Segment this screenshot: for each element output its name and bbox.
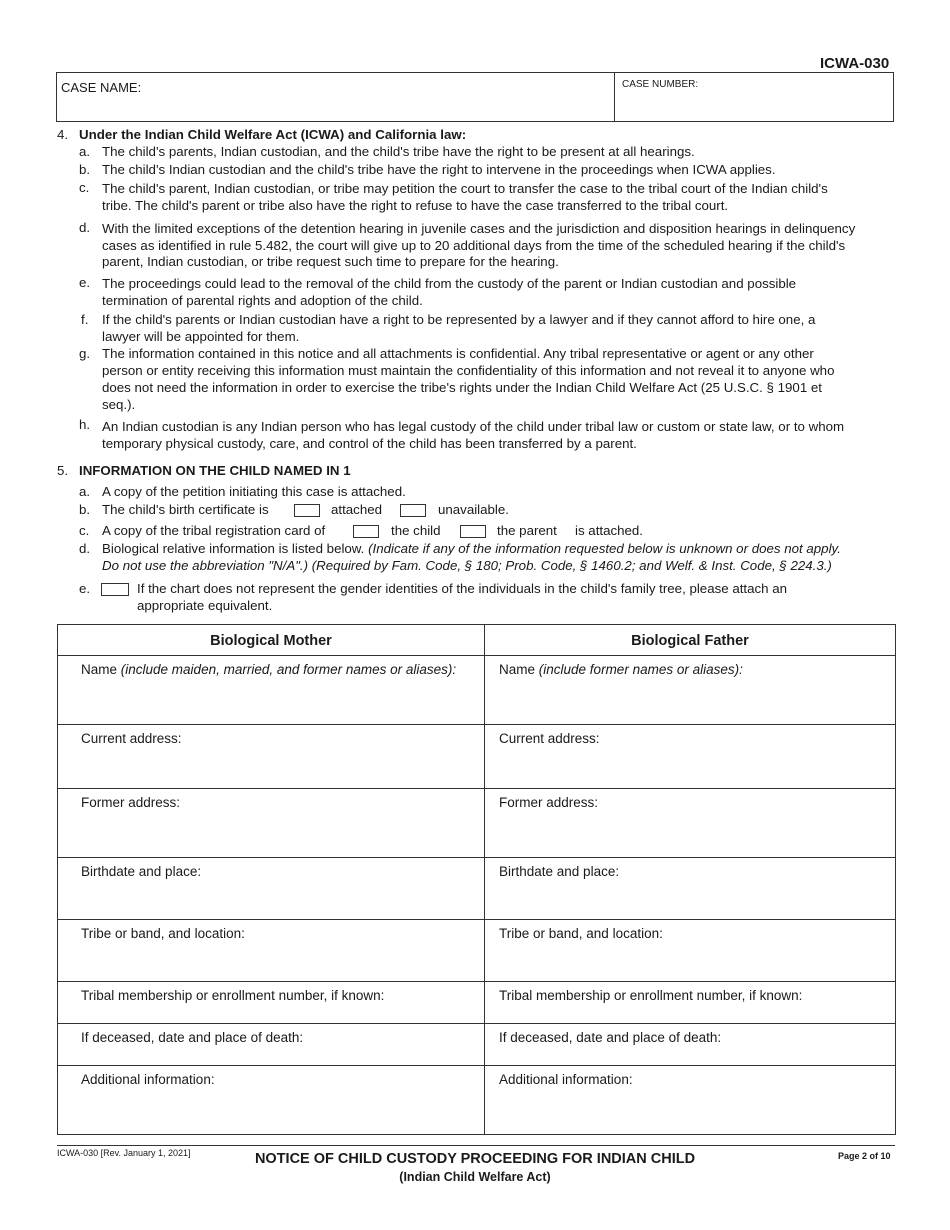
section-5-number: 5. — [57, 463, 69, 478]
table-row — [58, 982, 896, 1024]
table-row — [58, 789, 896, 858]
mother-deceased-field[interactable]: If deceased, date and place of death: — [58, 1024, 485, 1066]
item-5e-text-2: appropriate equivalent. — [137, 598, 273, 613]
father-additional-info-field[interactable]: Additional information: — [485, 1066, 896, 1135]
item-5a-text: A copy of the petition initiating this case is attached. — [102, 484, 406, 499]
item-4e-text-1: The proceedings could lead to the removal of the child from the custody of the parent or Indian custodian and possible — [102, 276, 797, 291]
tribal-card-child-label: the child — [391, 523, 441, 538]
item-5d-text — [102, 541, 841, 558]
tribal-card-parent-checkbox[interactable] — [460, 525, 486, 538]
father-deceased-field[interactable]: If deceased, date and place of death: — [485, 1024, 896, 1066]
table-row — [58, 1066, 896, 1135]
item-5b-text: The child's birth certificate is — [102, 502, 269, 517]
item-4g-text-3: does not need the information in order to exercise the tribe's rights under the Indian Child Welfare Act (25 U.S.C. § 1901 et — [102, 380, 822, 395]
item-5e-text-1: If the chart does not represent the gender identities of the individuals in the child's family tree, please attach an — [137, 581, 788, 596]
case-name-field[interactable]: CASE NAME: — [61, 80, 142, 95]
mother-additional-info-field[interactable]: Additional information: — [58, 1066, 485, 1135]
item-4h-text-1: An Indian custodian is any Indian person who has legal custody of the child under tribal law or custom or state law, or to whom — [102, 419, 845, 434]
section-4-title: Under the Indian Child Welfare Act (ICWA) and California law: — [79, 127, 467, 142]
table-row — [58, 656, 896, 725]
item-4h-letter: h. — [79, 417, 91, 432]
item-5b-letter: b. — [79, 502, 91, 517]
mother-name-hint: (include maiden, married, and former names or aliases): — [120, 662, 457, 677]
name-label: Name — [81, 662, 118, 677]
item-4d-text-3: parent, Indian custodian, or tribe request such time to prepare for the hearing. — [102, 254, 559, 269]
father-birthdate-field[interactable]: Birthdate and place: — [485, 858, 896, 920]
biological-relatives-table — [57, 624, 896, 1135]
mother-enrollment-field[interactable]: Tribal membership or enrollment number, if known: — [58, 982, 485, 1024]
table-row — [58, 725, 896, 789]
father-former-address-field[interactable]: Former address: — [485, 789, 896, 858]
item-4f-text-2: lawyer will be appointed for them. — [102, 329, 300, 344]
item-4a-letter: a. — [79, 144, 91, 159]
item-5d-italic-2: Do not use the abbreviation "N/A".) (Required by Fam. Code, § 180; Prob. Code, § 1460.2; and Welf. & Inst. Code, § 224.3.) — [102, 558, 832, 573]
item-4d-text-1: With the limited exceptions of the detention hearing in juvenile cases and the jurisdiction and disposition hearings in delinquency — [102, 221, 856, 236]
table-row — [58, 920, 896, 982]
item-4c-text-1: The child's parent, Indian custodian, or tribe may petition the court to transfer the case to the tribal court of the Indian child's — [102, 181, 828, 196]
item-5c-letter: c. — [79, 523, 90, 538]
item-4f-letter: f. — [81, 312, 89, 327]
item-4c-letter: c. — [79, 180, 90, 195]
page-number: Page 2 of 10 — [838, 1151, 891, 1161]
item-5a-letter: a. — [79, 484, 91, 499]
item-4d-letter: d. — [79, 220, 91, 235]
mother-current-address-field[interactable]: Current address: — [58, 725, 485, 789]
item-5e-letter: e. — [79, 581, 91, 596]
case-header-box — [56, 72, 894, 122]
father-header: Biological Father — [485, 625, 896, 656]
gender-chart-checkbox[interactable] — [101, 583, 129, 596]
mother-tribe-field[interactable]: Tribe or band, and location: — [58, 920, 485, 982]
birth-cert-attached-checkbox[interactable] — [294, 504, 320, 517]
item-4g-text-2: person or entity receiving this information must maintain the confidentiality of this information and not reveal it to anyone who — [102, 363, 835, 378]
item-5d-plain: Biological relative information is listed below. — [102, 541, 365, 556]
item-4g-letter: g. — [79, 346, 91, 361]
item-4b-letter: b. — [79, 162, 91, 177]
father-name-field[interactable] — [485, 656, 896, 725]
birth-cert-unavailable-checkbox[interactable] — [400, 504, 426, 517]
item-5d-italic-1: (Indicate if any of the information requested below is unknown or does not apply. — [368, 541, 841, 556]
birth-cert-attached-label: attached — [331, 502, 383, 517]
item-5c-text: A copy of the tribal registration card of — [102, 523, 326, 538]
item-4b-text: The child's Indian custodian and the child's tribe have the right to intervene in the proceedings when ICWA applies. — [102, 162, 776, 177]
item-4e-letter: e. — [79, 275, 91, 290]
form-id: ICWA-030 — [820, 55, 890, 72]
item-5d-letter: d. — [79, 541, 91, 556]
table-row — [58, 858, 896, 920]
item-4f-text-1: If the child's parents or Indian custodian have a right to be represented by a lawyer and if they cannot afford to hire one, a — [102, 312, 816, 327]
footer-subtitle: (Indian Child Welfare Act) — [399, 1170, 551, 1184]
father-tribe-field[interactable]: Tribe or band, and location: — [485, 920, 896, 982]
item-4c-text-2: tribe. The child's parent or tribe also have the right to refuse to have the case transferred to the tribal court. — [102, 198, 729, 213]
father-enrollment-field[interactable]: Tribal membership or enrollment number, if known: — [485, 982, 896, 1024]
tribal-card-suffix: is attached. — [575, 523, 644, 538]
tribal-card-parent-label: the parent — [497, 523, 557, 538]
table-header-row — [58, 625, 896, 656]
footer-rev: ICWA-030 [Rev. January 1, 2021] — [57, 1148, 191, 1158]
mother-name-field[interactable] — [58, 656, 485, 725]
mother-birthdate-field[interactable]: Birthdate and place: — [58, 858, 485, 920]
item-4h-text-2: temporary physical custody, care, and control of the child has been transferred by a parent. — [102, 436, 637, 451]
item-4e-text-2: termination of parental rights and adoption of the child. — [102, 293, 423, 308]
tribal-card-child-checkbox[interactable] — [353, 525, 379, 538]
mother-former-address-field[interactable]: Former address: — [58, 789, 485, 858]
case-number-field[interactable]: CASE NUMBER: — [622, 79, 699, 90]
footer-title: NOTICE OF CHILD CUSTODY PROCEEDING FOR INDIAN CHILD — [254, 1151, 696, 1167]
section-4-number: 4. — [57, 127, 69, 142]
item-4d-text-2: cases as identified in rule 5.482, the court will give up to 20 additional days from the time of the scheduled hearing if the child's — [102, 238, 846, 253]
table-row — [58, 1024, 896, 1066]
father-name-hint: (include former names or aliases): — [538, 662, 743, 677]
mother-header: Biological Mother — [58, 625, 485, 656]
item-4g-text-1: The information contained in this notice and all attachments is confidential. Any tribal representative or agent or any other — [102, 346, 814, 361]
section-5-title: INFORMATION ON THE CHILD NAMED IN 1 — [79, 463, 351, 478]
case-divider — [614, 73, 615, 121]
birth-cert-unavailable-label: unavailable. — [438, 502, 509, 517]
father-current-address-field[interactable]: Current address: — [485, 725, 896, 789]
name-label: Name — [499, 662, 536, 677]
item-4g-text-4: seq.). — [102, 397, 136, 412]
item-4a-text: The child's parents, Indian custodian, and the child's tribe have the right to be present at all hearings. — [102, 144, 695, 159]
footer-rule — [57, 1145, 895, 1146]
